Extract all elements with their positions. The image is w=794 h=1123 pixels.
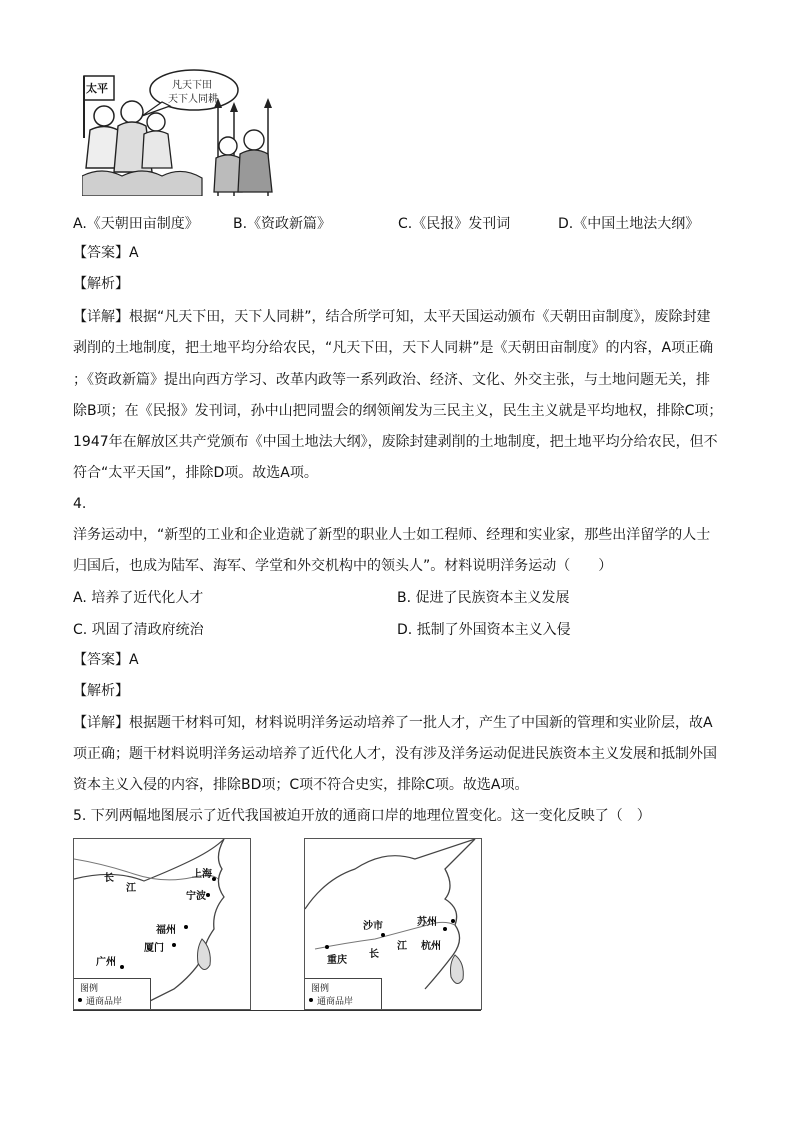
q3-answer	[73, 243, 723, 263]
q3-detail-text-1: 根据“凡天下田，天下人同耕”，结合所学可知，太平天国运动颁布《天朝田亩制度》，废除封建	[129, 309, 711, 325]
q4-stem-line-2: 归国后，也成为陆军、海军、学堂和外交机构中的领头人”。材料说明洋务运动（ ）	[73, 558, 613, 574]
map-1-label-shanghai: 上海	[192, 869, 212, 880]
q4-option-b-letter: B.	[397, 590, 412, 606]
map-2-label-jiang: 江	[397, 941, 407, 952]
q3-detail-line-3: ；《资政新篇》提出向西方学习、改革内政等一系列政治、经济、文化、外交主张，与土地问题无关，排	[73, 372, 710, 388]
map-1-label-chang: 长	[104, 873, 114, 884]
map-2-label-shashi: 沙市	[363, 921, 383, 932]
q4-option-c	[73, 619, 204, 639]
q3-option-b-letter: B.	[233, 216, 248, 232]
q3-detail-line-4: 除B项；在《民报》发刊词，孙中山把同盟会的纲领阐发为三民主义，民生主义就是平均地权，排除C项；	[73, 403, 723, 419]
q3-option-d	[558, 213, 699, 233]
map-2-legend-title: 图例	[311, 984, 330, 994]
q4-answer-tag: 【答案】	[73, 652, 129, 668]
q3-option-a	[73, 213, 199, 233]
q3-detail-line-6: 符合“太平天国”，排除D项。故选A项。	[73, 465, 318, 481]
map-2	[304, 838, 482, 1010]
cartoon-bubble-line2: 天下人同耕	[168, 94, 218, 105]
q4-option-d-letter: D.	[397, 622, 413, 638]
q4-answer	[73, 650, 723, 670]
q4-analysis-heading: 【解析】	[73, 683, 129, 699]
q4-number: 4.	[73, 496, 87, 512]
q3-detail-line-5: 1947年在解放区共产党颁布《中国土地法大纲》，废除封建剥削的土地制度，把土地平均分给农民，但不	[73, 434, 718, 450]
map-1-label-xiamen: 厦门	[144, 943, 164, 954]
q4-stem-line-1: 洋务运动中，“新型的工业和企业造就了新型的职业人士如工程师、经理和实业家，那些出洋留学的人士	[73, 527, 711, 543]
q3-option-d-text: 《中国土地法大纲》	[573, 216, 700, 232]
map-1-label-jiang: 江	[126, 883, 136, 894]
map-1	[73, 838, 251, 1010]
q3-answer-tag: 【答案】	[73, 245, 129, 261]
map-1-label-guangzhou: 广州	[96, 957, 116, 968]
q4-detail-line-1	[73, 713, 723, 733]
q4-option-d-text: 抵制了外国资本主义入侵	[416, 622, 571, 638]
map-2-legend	[305, 978, 382, 1009]
q4-detail-line-2: 项正确；题干材料说明洋务运动培养了近代化人才，没有涉及洋务运动促进民族资本主义发展和抵制外国	[73, 746, 717, 762]
map-1-legend	[74, 978, 151, 1009]
q3-answer-value: A	[129, 245, 139, 261]
cartoon-banner-text: 太平	[86, 82, 108, 95]
q4-option-b	[397, 587, 570, 607]
map-1-legend-title: 图例	[80, 984, 99, 994]
q4-detail-line-3: 资本主义入侵的内容，排除BD项；C项不符合史实，排除C项。故选A项。	[73, 777, 529, 793]
map-2-label-chang: 长	[369, 949, 379, 960]
q3-detail-line-2: 剥削的土地制度，把土地平均分给农民，“凡天下田，天下人同耕”是《天朝田亩制度》的内容，A项正确	[73, 340, 714, 356]
q3-option-b-text: 《资政新篇》	[247, 216, 332, 232]
q4-option-c-text: 巩固了清政府统治	[91, 622, 204, 638]
q4-option-c-letter: C.	[73, 622, 88, 638]
q4-option-a-text: 培养了近代化人才	[91, 590, 204, 606]
q3-option-a-text: 《天朝田亩制度》	[86, 216, 199, 232]
cartoon-image	[82, 68, 282, 196]
map-1-label-fuzhou: 福州	[156, 925, 176, 936]
maps-divider	[73, 1010, 481, 1011]
map-2-label-suzhou: 苏州	[417, 917, 437, 928]
q4-option-b-text: 促进了民族资本主义发展	[415, 590, 570, 606]
map-2-legend-dot	[309, 998, 313, 1002]
q4-detail-tag: 【详解】	[73, 715, 129, 731]
q3-detail-tag: 【详解】	[73, 309, 129, 325]
map-1-label-ningbo: 宁波	[186, 891, 206, 902]
q4-answer-value: A	[129, 652, 139, 668]
q4-detail-text-1: 根据题干材料可知，材料说明洋务运动培养了一批人才，产生了中国新的管理和实业阶层，故A	[129, 715, 713, 731]
q3-option-a-letter: A.	[73, 216, 87, 232]
q3-option-b	[233, 213, 331, 233]
q4-option-a	[73, 587, 203, 607]
cartoon-bubble-line1: 凡天下田	[172, 80, 212, 91]
q3-option-d-letter: D.	[558, 216, 574, 232]
map-1-legend-dot	[78, 998, 82, 1002]
q3-option-c-letter: C.	[398, 216, 413, 232]
map-1-legend-item: 通商品岸	[86, 997, 123, 1007]
map-2-legend-item: 通商品岸	[317, 997, 354, 1007]
map-2-label-hangzhou: 杭州	[421, 941, 441, 952]
q3-detail-line-1	[73, 307, 723, 327]
q5-stem: 5. 下列两幅地图展示了近代我国被迫开放的通商口岸的地理位置变化。这一变化反映了（ ）	[73, 808, 651, 824]
q4-option-d	[397, 619, 571, 639]
q4-option-a-letter: A.	[73, 590, 87, 606]
q3-analysis-heading: 【解析】	[73, 276, 129, 292]
q3-option-c-text: 《民报》发刊词	[412, 216, 511, 232]
q3-option-c	[398, 213, 510, 233]
map-2-label-chongqing: 重庆	[327, 955, 347, 966]
